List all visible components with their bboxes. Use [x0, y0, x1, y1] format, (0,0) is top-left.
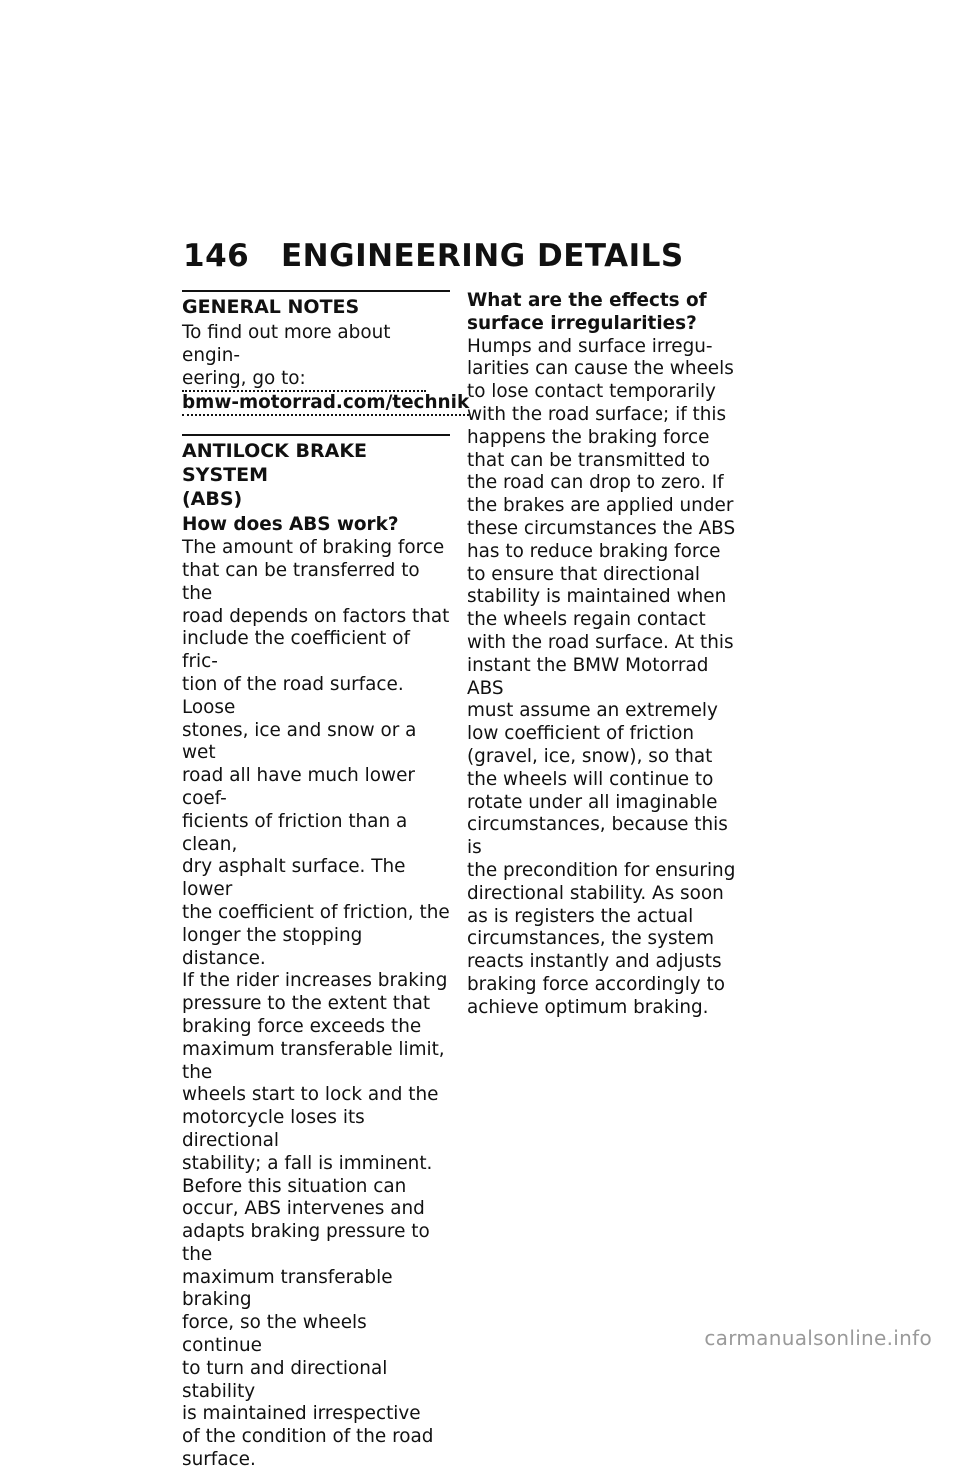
abs-paragraph-1: The amount of braking force that can be transferred to the road depends on factors that include the coefficient of fric- tion of the road surface. Loose stones, ice and snow or a wet road all have much lower coef- ficients of friction than a clean, dry asphalt surface. The lower the coefficient of friction, the longer the stopping distance.: [182, 537, 450, 969]
watermark: carmanualsonline.info: [704, 1326, 932, 1350]
abs-question-how: How does ABS work?: [182, 514, 399, 536]
general-notes-intro: To find out more about engin- eering, go to:: [182, 322, 391, 389]
page-number: 146: [183, 238, 250, 274]
left-column: [182, 290, 470, 1472]
abs-paragraph-3: Humps and surface irregu- larities can cause the wheels to lose contact temporarily with the road surface; if this happens the braking force that can be transmitted to the road can drop to zero. If the brakes are applied under these circumstances the ABS has to reduce braking force to ensure that directional stability is maintained when the wheels regain contact with the road surface. At this instant the BMW Motorrad ABS must assume an extremely low coefficient of friction (gravel, ice, snow), so that the wheels will continue to rotate under all imaginable circumstances, because this is the precondition for ensuring directional stability. As soon as is registers the actual circumstances, the system reacts instantly and adjusts braking force accordingly to achieve optimum braking.: [467, 335, 736, 1018]
abs-paragraph-2: If the rider increases braking pressure to the extent that braking force exceeds the maximum transferable limit, the wheels start to lock and the motorcycle loses its directional stability; a fall is imminent. Before this situation can occur, ABS intervenes and adapts braking pressure to the maximum transferable braking force, so the wheels continue to turn and directional stability is maintained irrespective of the condition of the road surface.: [182, 970, 448, 1471]
page-header: [183, 238, 684, 274]
right-column: [467, 290, 742, 1020]
abs-section-title: ANTILOCK BRAKE SYSTEM (ABS): [182, 434, 450, 511]
abs-question-irregularities: What are the effects of surface irregularities?: [467, 290, 707, 334]
section-spacer: [182, 416, 450, 434]
general-notes-title: GENERAL NOTES: [182, 290, 450, 319]
technik-link[interactable]: bmw-motorrad.com/technik: [182, 392, 469, 416]
chapter-title: ENGINEERING DETAILS: [281, 238, 684, 274]
